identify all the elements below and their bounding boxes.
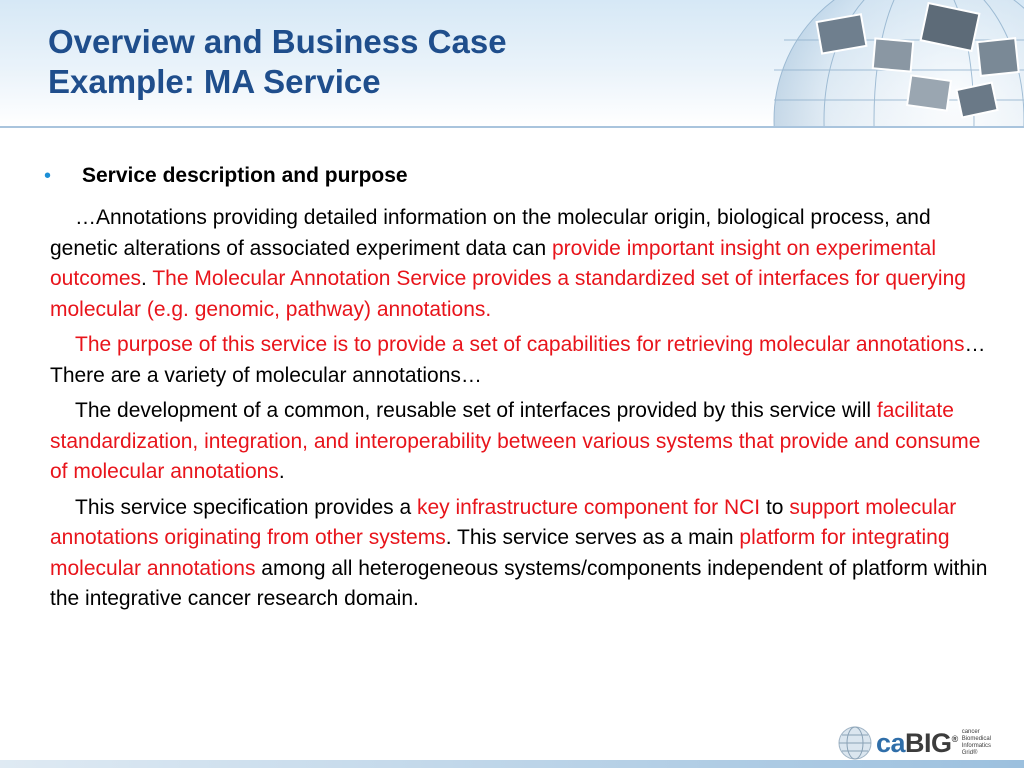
- paragraph-4-highlight-3: platform for integrating molecular annotations: [50, 526, 950, 580]
- header-divider: [0, 126, 1024, 128]
- paragraph-4-highlight-2: support molecular annotations originating from other systems: [50, 495, 957, 549]
- cabig-logo: [838, 724, 1018, 762]
- paragraph-3-text: The development of a common, reusable set of interfaces provided by this service will: [75, 399, 877, 422]
- paragraph-1-highlight-1: provide important insight on experimental outcomes: [50, 236, 937, 290]
- paragraph-4-text-1: This service specification provides a: [75, 495, 417, 519]
- bullet-heading: Service description and purpose: [82, 164, 408, 187]
- footer-bar: [0, 760, 1024, 768]
- paragraph-4: [50, 493, 990, 615]
- logo-wordmark-big: BIG: [905, 727, 952, 758]
- paragraph-2-text: … There are a variety of molecular annotations…: [50, 333, 986, 387]
- paragraph-3: [50, 396, 990, 488]
- bullet-icon: •: [44, 165, 52, 187]
- paragraph-1-highlight-2: The Molecular Annotation Service provides a standardized set of interfaces for querying molecular (e.g. genomic, pathway) annotations.: [50, 267, 966, 321]
- logo-registered-mark: ®: [951, 733, 958, 744]
- paragraph-4-text-4: among all heterogeneous systems/components independent of platform within the integrative cancer research domain.: [50, 556, 988, 610]
- paragraph-4-text-3: . This service serves as a main: [445, 526, 740, 549]
- paragraph-2: [50, 330, 990, 391]
- logo-wordmark: [876, 728, 958, 759]
- paragraph-3-highlight: facilitate standardization, integration, and interoperability between various systems that provide and consume of molecular annotations: [50, 399, 981, 483]
- paragraph-3-text-end: .: [278, 460, 285, 483]
- slide-title: [48, 22, 688, 102]
- paragraph-1-text: …Annotations providing detailed information on the molecular origin, biological process, and genetic alterations of associated experiment data can: [50, 206, 931, 260]
- bullet-item: [44, 161, 408, 191]
- paragraph-1-text-2: .: [141, 267, 153, 290]
- logo-wordmark-ca: ca: [876, 727, 906, 758]
- paragraph-4-highlight-1: key infrastructure component for NCI: [416, 495, 761, 519]
- body-text: [50, 203, 990, 620]
- title-line-2: Example: MA Service: [48, 63, 381, 100]
- paragraph-1: [50, 203, 990, 325]
- globe-photo-collage-icon: [724, 0, 1024, 126]
- logo-tagline: cancer Biomedical Informatics Grid®: [961, 729, 992, 756]
- paragraph-4-text-2: to: [760, 495, 790, 519]
- globe-logo-icon: [838, 726, 872, 760]
- paragraph-2-highlight: The purpose of this service is to provide a set of capabilities for retrieving molecular annotations: [75, 333, 965, 356]
- title-line-1: Overview and Business Case: [48, 23, 507, 60]
